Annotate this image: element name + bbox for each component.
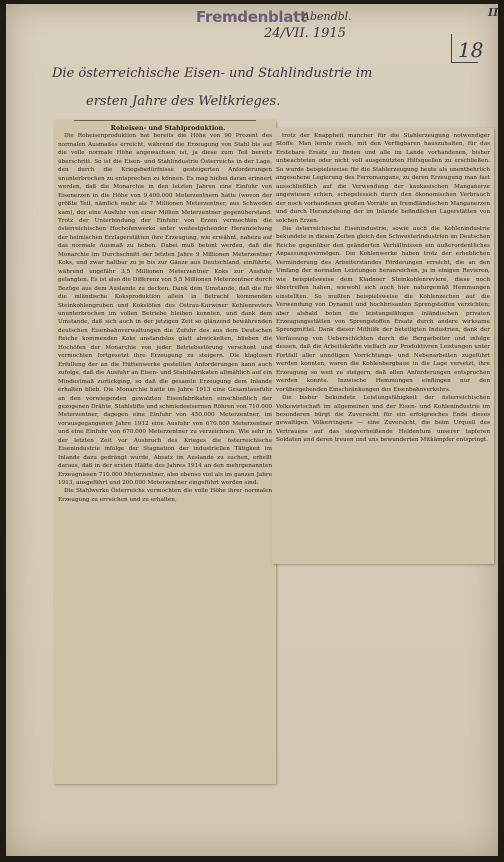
right-paragraph: trotz der Knappheit mancher für die Stahlerzeugung notwendiger Stoffe. Man lernte rasch, mit den Verfügbaren hauszuhalten, für das Erstebare Ersatz zu finden und alle im Lande vorhandenen, bisher unbeachteten oder nicht voll ausgenützten Hilfsquellen zu erschließen. So wurde beispielsweise für die Stahlerzeugung heute als unentbehrlich angesehene Legierung des Ferromangans, zu deren Erzeugung man fast ausschließlich auf die Verwendung der kaukasischen Manganerze angewiesen schien, schegelessich durch den ökonomischen Verbrauch der noch vorhandenen großen Vorräte an fremdländischen Manganerzen und durch Heranziehung der im Inlande befindlichen Lagerstätten von solchen Erzen. xyxy=(276,133,490,224)
page-roman-numeral: II xyxy=(488,6,498,19)
right-column-text xyxy=(276,132,490,445)
newspaper-stamp: Fremdenblatt xyxy=(196,8,307,26)
archive-number: 18 xyxy=(458,38,484,62)
article-heading: Roheisen- und Stahlproduktion. xyxy=(110,124,226,132)
handwritten-edition: Abendbl. xyxy=(302,10,352,23)
handwritten-title-line1: Die österreichische Eisen- und Stahlindustrie im xyxy=(52,66,373,81)
right-paragraph: Die österreichische Eisenindustrie, sowie auch die Kohlenindustrie bekundete in diesen Zeiten gleich den Schwesterindustrien im Deutschen Reiche gegenüber den geänderten Verhältnissen ein außerordentliches Anpassungsvermögen. Die Kohlenwerke haben trotz der erheblichen Verminderung des Arbeiterstandes Förderungen erreicht, die an den Umfang der normalen Leistungen heranreichen, ja in einigen Revieren, wie beispielsweise dem Kladnoer Steinkohlenreviere, diese noch übertreffen haben, wiewohl sich auch hier naturgemäß Hemmungen einstellten. So mußten beispielsweise die Kohlenzechen auf die Verwendung von Dynamit und hochbrisanten Sprengstoffen verzichten; aber alsbald boten die leistungsfähigen inländischen privaten Erzeugungsstätten von Sprengstoffen Ersatz durch andere wirksame Sprengmittel. Dank dieser Mithilfe der beteiligten Industrien, dank der Verfassung von Ueberschichten durch die Bergarbeiter und infolge dessen, daß die Arbeitskräfte vielfach zur Produktivren Leistungen unter Fortfall aller unnötigen Vorrichtungs- und Nebenarbeiten zugeführt werden konnten, waren die Kohlenbergbaue in die Lage versetzt, ihre Erzeugung so weit zu steigern, daß allen Anforderungen entsprochen werden konnte. Inzwische Hemmungen einflingen nur den vorübergehenden Einschränkungen des Eisenbahnverkehrs. xyxy=(276,225,490,393)
left-column-text xyxy=(58,124,272,504)
right-paragraph: Die bisher bekundete Leistungsfähigkeit der österreichischen Volkswirtschaft im allgemeinen und der Eisen- und Kohlenindustrie im besonderen bürgt die Zuversicht für ein erfolgreiches Ende dieses gewaltigen Völkerringens — eine Zuversicht, die beim Urquell des Vertrauens auf das siegverheißende Heldentum unserer tapferen Soldaten und deren treuen und uns bewunderten Mitkämpfer entspringt. xyxy=(276,395,490,444)
clipping-right-column xyxy=(272,128,494,564)
clipping-left-column xyxy=(54,120,276,784)
handwritten-title-line2: ersten Jahre des Weltkrieges. xyxy=(86,94,281,109)
left-paragraph: Die Roheisenproduktion hat bereits die Höhe von 90 Prozent des normalen Ausmaßes erreicht, während die Erzeugung von Stahl bis auf die volle normale Höhe angewachsen ist, ja diese zum Teil bereits überschritt. So ist die Eisen- und Stahlindustrie Österreichs in der Lage, den durch die Kriegsbedürfnisse gesteigerten Anforderungen ununterbrochen zu entsprechen zu können. Es mag hiebei daran erinnert werden, daß die Monarchie in den letzten Jahren eine Einfuhr von Eisenerzen in die Höhe von 9,400.000 Meterzentnern hatte (wovon der größte Teil, nämlich mehr als 7 Millionen Meterzentner, aus Schweden kam), der eine Ausfuhr von einer Million Meterzentner gegenüberstand. Trotz der Unterbindung der Einfuhr von Erzen vermochten die österreichischen Hochofenwerke unter weitestgehender Heranziehung der heimischen Erzlagerstätten ihre Erzeugung, wie erwähnt, nahezu auf das normale Ausmaß zu heben. Dabei muß betont werden, daß die Monarchie im Durchschnitt der letzten Jahre 9 Millionen Meterzentner Koks, und zwar haltbar zu je bis zur Gänze aus Deutschland, einführte, während ungefähr 3,5 Millionen Meterzentner Koks zur Ausfuhr gelangten. Es ist also die Differenz von 5,5 Millionen Meterzentner durch Bezüge aus dem Auslande zu decken. Dank dem Umstande, daß die für die inländische Koksproduktion allein in Betracht kommenden Steinkohlengruben und Kokslöfen des Ostrau-Karwiner Kohlenreviers ununterbrochen im vollen Betriebe bleiben konnten, und dank dem Umstande, daß sich auch in der jetzigen Zeit so glänzend bewährenden deutschen Eisenbahnverwaltungen die Zufuhr des aus dem Deutschen Reiche kommenden Koks anstandslos glatt abwickelten, blieben die Hochöfen der Monarchie von jeder Betriebsstörung verschont und vermochten fortgesetzt ihre Erzeugung zu steigern. Die klaglosen Erfüllung der an die Hüttenwerke gestellten Anforderungen kann auch zufolge, daß die Ausfuhr an Eisen- und Stahlfabrikaten allmählich auf ein Mindestmaß zurückging, so daß die gesamte Erzeugung dem Inlande erhalten blieb. Die Monarchie hatte im Jahre 1913 eine Gesamtausfuhr an den vorwiegenden gewalzten Eisenfabrikaten einschließlich der gezogenen Drähte, Stahlstifte und schmiedeeisernen Röhren von 710.000 Meterzentner, dagegen eine Einfuhr von 450.000 Meterzentner, im vorausgegangenen Jahre 1912 eine Ausfuhr von 670.000 Meterzentner und eine Einfuhr von 670.000 Meterzentner zu verzeichnen. Wie sehr in der letzten Zeit vor Ausbruch des Krieges die österreichische Eisenindustrie infolge der Stagnation der industriellen Tätigkeit im Inlande dazu gedrängt wurde, Absatz im Auslande zu suchen, erhellt daraus, daß in der ersten Hälfte des Jahres 1914 an den mehrgenannten Erzeugnissen 710.000 Meterzentner, also ebenso viel als im ganzen Jahre 1913, ausgeführt und 200.000 Meterzentner eingeführt worden sind. xyxy=(58,133,272,487)
handwritten-date: 24/VII. 1915 xyxy=(264,26,346,41)
heading-rule xyxy=(74,120,256,121)
left-paragraph: Die Stahlwerke Österreichs vermochten die volle Höhe ihrer normalen Erzeugung zu erreichen und zu erhalten, xyxy=(58,488,272,503)
archive-sheet xyxy=(6,4,498,856)
